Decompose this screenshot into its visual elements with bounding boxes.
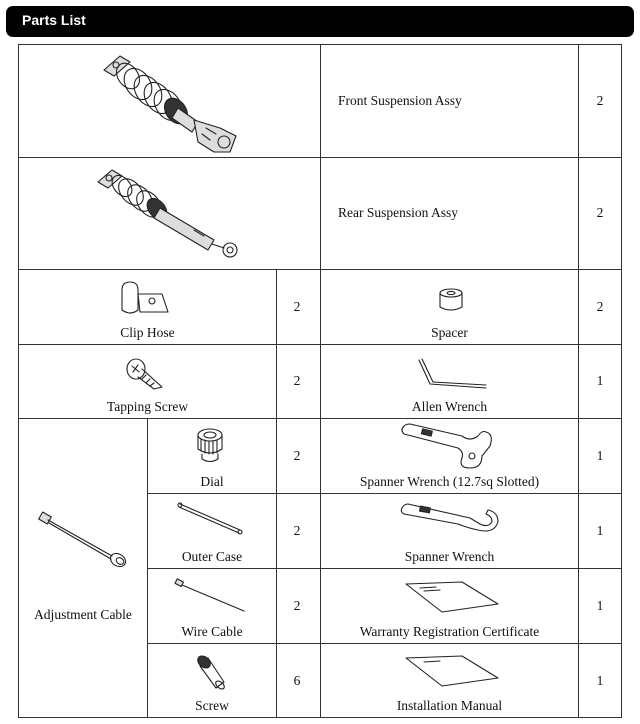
spacer-qty: 2 (596, 299, 604, 314)
adjustment-cable-name: Adjustment Cable (34, 607, 132, 622)
adjustment-cable-illustration (38, 510, 128, 570)
installation-manual-qty: 1 (596, 673, 604, 688)
spanner-wrench-illustration (398, 500, 502, 536)
front-suspension-illustration (90, 48, 250, 156)
wire-cable-qty: 2 (293, 598, 301, 613)
spanner-wrench-qty: 1 (596, 523, 604, 538)
screw-name: Screw (195, 698, 229, 713)
dial-illustration (196, 427, 224, 465)
spanner-slotted-illustration (398, 422, 502, 472)
warranty-certificate-illustration (402, 580, 500, 614)
front-suspension-name: Front Suspension Assy (338, 93, 462, 108)
wire-cable-illustration (174, 578, 248, 614)
clip-hose-qty: 2 (293, 299, 301, 314)
installation-manual-name: Installation Manual (396, 698, 503, 713)
rear-suspension-qty: 2 (596, 205, 604, 220)
wire-cable-name: Wire Cable (181, 624, 243, 639)
dial-name: Dial (200, 474, 224, 489)
spacer-name: Spacer (431, 325, 468, 340)
spanner-wrench-name: Spanner Wrench (404, 549, 495, 564)
spanner-slotted-qty: 1 (596, 448, 604, 463)
tapping-screw-illustration (124, 357, 168, 393)
allen-wrench-name: Allen Wrench (411, 399, 488, 414)
tapping-screw-qty: 2 (293, 373, 301, 388)
screw-illustration (194, 654, 228, 694)
clip-hose-name: Clip Hose (120, 325, 175, 340)
allen-wrench-qty: 1 (596, 373, 604, 388)
tapping-screw-name: Tapping Screw (106, 399, 189, 414)
parts-list-title: Parts List (22, 12, 86, 28)
dial-qty: 2 (293, 448, 301, 463)
outer-case-illustration (176, 500, 246, 536)
clip-hose-illustration (118, 280, 170, 318)
rear-suspension-illustration (94, 164, 244, 262)
outer-case-name: Outer Case (181, 549, 243, 564)
outer-case-qty: 2 (293, 523, 301, 538)
spacer-illustration (438, 287, 464, 313)
front-suspension-qty: 2 (596, 93, 604, 108)
installation-manual-illustration (402, 654, 500, 688)
warranty-certificate-name: Warranty Registration Certificate (359, 624, 540, 639)
allen-wrench-illustration (416, 356, 488, 390)
rear-suspension-name: Rear Suspension Assy (338, 205, 459, 220)
spanner-slotted-name: Spanner Wrench (12.7sq Slotted) (359, 474, 540, 489)
screw-qty: 6 (293, 673, 301, 688)
warranty-certificate-qty: 1 (596, 598, 604, 613)
